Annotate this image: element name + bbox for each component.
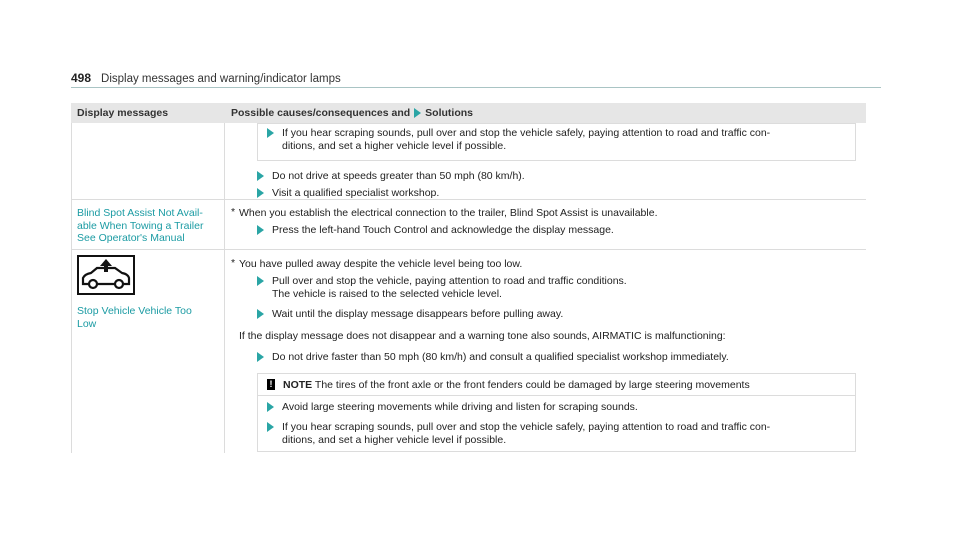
messages-table xyxy=(71,103,866,453)
arrow-right-icon xyxy=(257,225,264,235)
list-item-text: Do not drive faster than 50 mph (80 km/h) and consult a qualified specialist workshop immediately. xyxy=(272,351,729,363)
footnote-star: * xyxy=(231,206,236,218)
list-item-text: Do not drive at speeds greater than 50 mph (80 km/h). xyxy=(272,170,525,182)
arrow-right-icon xyxy=(257,188,264,198)
list-item xyxy=(267,127,770,152)
list-item xyxy=(267,401,638,414)
message-line: See Operator's Manual xyxy=(77,232,185,245)
arrow-right-icon xyxy=(267,402,274,412)
list-item-text: If you hear scraping sounds, pull over and stop the vehicle safely, paying attention to road and traffic con- xyxy=(282,421,771,433)
list-item xyxy=(257,351,729,364)
arrow-right-icon xyxy=(267,422,274,432)
list-item-text: The vehicle is raised to the selected vehicle level. xyxy=(272,287,502,300)
header-rule xyxy=(71,87,881,88)
list-item-text: ditions, and set a higher vehicle level if possible. xyxy=(282,433,507,446)
arrow-right-icon xyxy=(257,276,264,286)
list-item xyxy=(257,170,525,183)
page-number: 498 xyxy=(71,71,92,85)
message-line: Low xyxy=(77,317,97,330)
table-header xyxy=(71,103,866,123)
condition-text: If the display message does not disappear and a warning tone also sounds, AIRMATIC is malfunctioning: xyxy=(239,330,726,342)
col-header-display-messages: Display messages xyxy=(77,107,169,119)
list-item xyxy=(257,275,627,300)
arrow-right-icon xyxy=(414,108,421,118)
page-title: Display messages and warning/indicator lamps xyxy=(101,73,341,85)
col-header-causes-text: Possible causes/consequences and xyxy=(231,107,411,119)
col-header-causes xyxy=(231,107,473,119)
row-divider xyxy=(71,199,866,200)
row-divider xyxy=(71,249,866,250)
cause-text: You have pulled away despite the vehicle level being too low. xyxy=(239,258,523,270)
note-label: NOTE xyxy=(283,379,313,391)
col-header-solutions-text: Solutions xyxy=(425,107,474,119)
display-message-vehicle-too-low xyxy=(77,305,192,330)
arrow-right-icon xyxy=(257,309,264,319)
table-column-divider xyxy=(224,123,225,453)
list-item xyxy=(257,224,614,237)
list-item-text: ditions, and set a higher vehicle level if possible. xyxy=(282,139,507,152)
display-message-blind-spot xyxy=(77,207,203,245)
list-item xyxy=(257,187,439,200)
list-item-text: If you hear scraping sounds, pull over and stop the vehicle safely, paying attention to road and traffic con- xyxy=(282,127,771,139)
message-line: Stop Vehicle Vehicle Too xyxy=(77,305,192,317)
vehicle-level-raise-icon xyxy=(77,255,135,295)
arrow-right-icon xyxy=(257,171,264,181)
warning-icon: ! xyxy=(267,379,275,390)
page-header xyxy=(71,71,341,85)
note-text: The tires of the front axle or the front fenders could be damaged by large steering movements xyxy=(314,379,750,391)
footnote-star: * xyxy=(231,257,236,269)
list-item-text: Wait until the display message disappears before pulling away. xyxy=(272,308,564,320)
message-line: Blind Spot Assist Not Avail- xyxy=(77,207,203,219)
list-item-text: Visit a qualified specialist workshop. xyxy=(272,187,440,199)
arrow-right-icon xyxy=(257,352,264,362)
note-line xyxy=(283,379,750,392)
arrow-right-icon xyxy=(267,128,274,138)
list-item-text: Press the left-hand Touch Control and acknowledge the display message. xyxy=(272,224,614,236)
list-item-text: Pull over and stop the vehicle, paying attention to road and traffic conditions. xyxy=(272,275,627,287)
list-item-text: Avoid large steering movements while driving and listen for scraping sounds. xyxy=(282,401,638,413)
message-line: able When Towing a Trailer xyxy=(77,219,204,232)
list-item xyxy=(257,308,563,321)
cause-text: When you establish the electrical connection to the trailer, Blind Spot Assist is unavailable. xyxy=(239,207,658,219)
list-item xyxy=(267,421,770,446)
table-left-border xyxy=(71,123,72,453)
